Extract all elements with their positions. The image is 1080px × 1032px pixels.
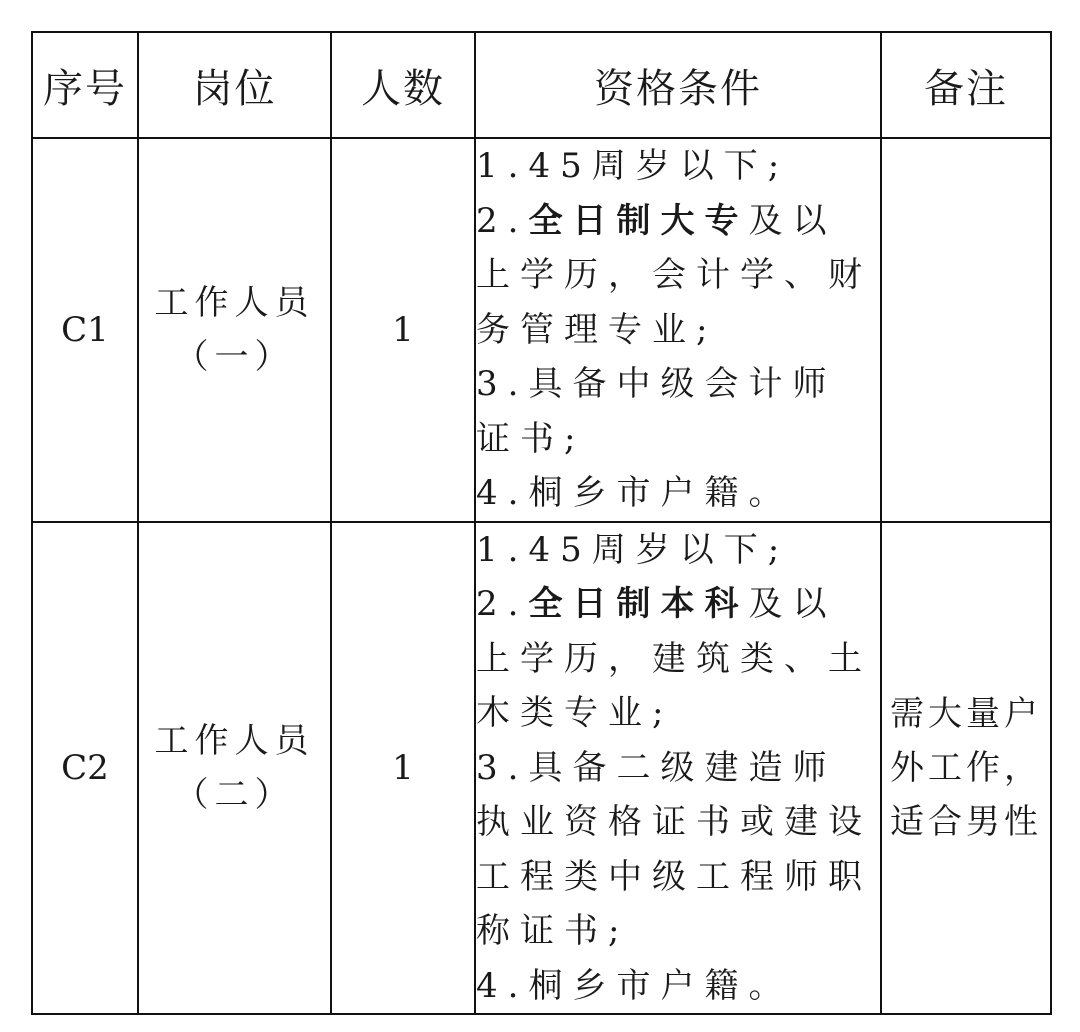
cell-post	[138, 138, 331, 522]
qualification-4: 4.桐乡市户籍。	[476, 473, 793, 513]
cell-no: C2	[32, 522, 138, 1015]
cell-qualifications	[475, 138, 881, 522]
header-post: 岗位	[138, 32, 331, 138]
header-qualifications: 资格条件	[475, 32, 881, 138]
cell-remarks	[881, 138, 1051, 522]
post-name: 工作人员	[154, 282, 315, 323]
header-no: 序号	[32, 32, 138, 138]
header-remarks: 备注	[881, 32, 1051, 138]
qualification-2	[476, 194, 880, 358]
post-suffix: （二）	[174, 774, 295, 815]
qualification-2-prefix: 2.	[476, 200, 529, 241]
qualification-2-prefix: 2.	[476, 584, 529, 624]
recruitment-table	[31, 31, 1052, 1015]
qualification-1: 1.45周岁以下;	[476, 529, 790, 570]
qualification-2	[476, 577, 880, 741]
cell-remarks: 需大量户外工作，适合男性	[881, 522, 1051, 1015]
post-name: 工作人员	[154, 720, 315, 761]
qualification-4: 4.桐乡市户籍。	[476, 965, 793, 1006]
qualification-3: 3.具备中级会计师证书;	[476, 364, 837, 459]
header-count: 人数	[331, 32, 475, 138]
cell-count: 1	[331, 522, 475, 1015]
qualification-2-emphasis: 全日制本科	[528, 584, 749, 624]
qualification-2-emphasis: 全日制大专	[528, 200, 749, 241]
post-suffix: （一）	[174, 336, 295, 377]
qualification-2-rest: 及以上学历，建筑类、土木类专业;	[476, 584, 872, 733]
cell-post	[138, 522, 331, 1015]
qualification-1: 1.45周岁以下;	[476, 146, 790, 186]
qualification-2-rest: 及以上学历，会计学、财务管理专业;	[476, 200, 872, 350]
cell-count: 1	[331, 138, 475, 522]
table-row	[32, 138, 1051, 522]
table-row	[32, 522, 1051, 1015]
header-row	[32, 32, 1051, 138]
qualification-3: 3.具备二级建造师执业资格证书或建设工程类中级工程师职称证书;	[476, 747, 872, 951]
cell-no: C1	[32, 138, 138, 522]
cell-qualifications	[475, 522, 881, 1015]
